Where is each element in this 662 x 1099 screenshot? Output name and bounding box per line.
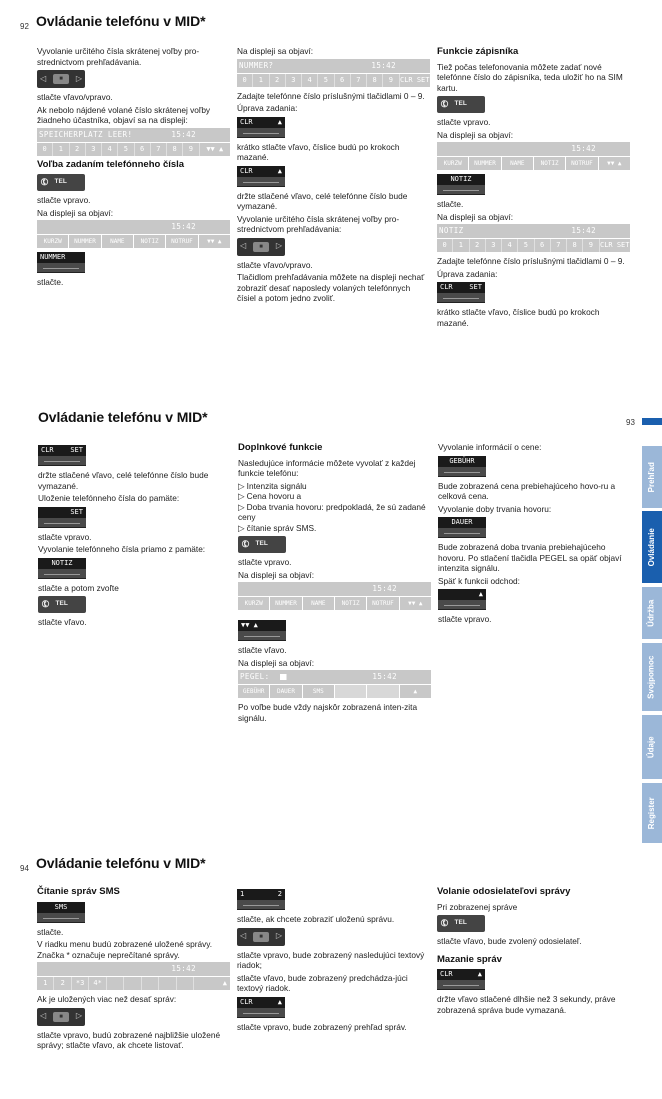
paragraph: Bude zobrazená cena prebiehajúceho hovo-ru a celková cena.: [438, 480, 616, 501]
section-heading: Funkcie zápisníka: [437, 46, 519, 57]
softkey-row: GEBÜHR DAUER SMS ▲: [238, 685, 431, 698]
rocker-center-icon: ■: [53, 1012, 69, 1022]
paragraph: krátko stlačte vľavo, číslice budú po krokoch mazané.: [437, 307, 600, 328]
paragraph: stlačte.: [437, 199, 464, 209]
section-heading: Mazanie správ: [437, 953, 502, 965]
column-1: [37, 886, 230, 1053]
paragraph: stlačte.: [37, 277, 64, 287]
page-title: Ovládanie telefónu v MID*: [36, 855, 206, 871]
phone-icon: ✆: [39, 598, 52, 611]
tel-button[interactable]: ✆ TEL: [437, 915, 485, 932]
tel-button[interactable]: ✆ TEL: [38, 596, 86, 613]
rocker-button[interactable]: ◁ ■ ▷: [37, 1008, 85, 1026]
page-number: 92: [20, 22, 29, 31]
paragraph: Úprava zadania:: [237, 103, 298, 113]
page-number: 94: [20, 864, 29, 873]
paragraph: Po voľbe bude vždy najskôr zobrazená inten-zita signálu.: [238, 702, 418, 723]
paragraph: Tiež počas telefonovania môžete zadať nové telefónne číslo do zápisníka, teda uložiť ho na SIM kartu.: [437, 61, 623, 93]
section-heading: Čítanie správ SMS: [37, 886, 120, 897]
paragraph: Ak je uložených viac než desať správ:: [37, 994, 177, 1004]
paragraph: stlačte vpravo.: [37, 195, 91, 205]
phone-icon: ✆: [38, 176, 51, 189]
page-title: Ovládanie telefónu v MID*: [38, 409, 208, 425]
paragraph: Na displeji sa objaví:: [37, 207, 114, 218]
signal-strength-icon: [280, 674, 302, 680]
paragraph: stlačte vľavo/vpravo.: [237, 259, 313, 270]
paragraph: Vyvolanie určitého čísla skrátenej voľby pro-strednictvom prehľadávania.: [37, 46, 200, 67]
notiz-key[interactable]: NOTIZ: [38, 558, 86, 579]
set-key[interactable]: SET: [38, 507, 86, 528]
page-93: [0, 400, 662, 850]
column-3: [437, 886, 630, 1017]
paragraph: držte stlačené vľavo, celé telefónne číslo bude vymazané.: [38, 470, 209, 491]
bullet-item: ▷ Intenzita signálu: [238, 480, 307, 491]
paragraph: Nasledujúce informácie môžete vyvolať z každej funkcie telefónu:: [238, 457, 416, 478]
phone-icon: ✆: [438, 917, 451, 930]
number-row: 0 1 2 3 4 5 6 7 8 9 ▼▼ ▲: [37, 143, 230, 156]
number-row: 1 2 *3 4* ▲: [37, 977, 230, 990]
paragraph: stlačte a potom zvoľte: [38, 582, 119, 593]
rocker-button[interactable]: ◁ ■ ▷: [37, 70, 85, 88]
clr-set-key[interactable]: CLR SET: [38, 445, 86, 466]
section-heading: Volanie odosielateľovi správy: [437, 886, 571, 897]
section-heading: Voľba zadaním telefónneho čísla: [37, 158, 185, 170]
dauer-key[interactable]: DAUER: [438, 517, 486, 538]
page-92: [0, 0, 662, 400]
page-title: Ovládanie telefónu v MID*: [36, 13, 206, 29]
paragraph: Vyvolanie telefónneho čísla priamo z pamäte:: [38, 544, 206, 554]
page-number: 93: [626, 418, 635, 427]
paragraph: stlačte vpravo, bude zobrazený prehľad správ.: [237, 1021, 407, 1032]
bullet-item: ▷ Doba trvania hovoru: predpokladá, že sú zadané ceny: [238, 501, 426, 522]
paragraph: Na displeji sa objaví:: [437, 211, 514, 222]
up-arrow-key[interactable]: ▲: [438, 589, 486, 610]
paragraph: stlačte vľavo, bude zobrazený predchádza-júci textový riadok.: [237, 972, 408, 993]
tel-button[interactable]: ✆ TEL: [37, 174, 85, 191]
paragraph: stlačte vľavo, bude zvolený odosielateľ.: [437, 936, 582, 946]
tab-ovladanie[interactable]: Ovládanie: [642, 511, 662, 583]
paragraph: držte stlačené vľavo, celé telefónne číslo bude vymazané.: [237, 190, 408, 211]
display-line: NOTIZ 15:42: [437, 224, 630, 238]
gebuhr-key[interactable]: GEBÜHR: [438, 456, 486, 477]
display-line: 15:42: [238, 582, 431, 596]
bullet-item: ▷ čítanie správ SMS.: [238, 522, 317, 533]
tab-svojpomoc[interactable]: Svojpomoc: [642, 643, 662, 711]
paragraph: stlačte, ak chcete zobraziť uloženú správu.: [237, 914, 395, 924]
display-line: 15:42: [437, 142, 630, 156]
section-heading: Doplnkové funkcie: [238, 442, 323, 453]
notiz-key[interactable]: NOTIZ: [437, 174, 485, 195]
paragraph: Na displeji sa objaví:: [237, 46, 314, 56]
display-line: 15:42: [37, 220, 230, 234]
clr-key[interactable]: CLR ▲: [237, 997, 285, 1018]
arrows-key[interactable]: ▼▼ ▲: [238, 620, 286, 641]
paragraph: Vyvolanie informácií o cene:: [438, 442, 542, 452]
phone-icon: ✆: [239, 538, 252, 551]
softkey-row: KURZW NUMMER NAME NOTIZ NOTRUF ▼▼ ▲: [437, 157, 630, 170]
column-1: [38, 442, 231, 630]
paragraph: krátko stlačte vľavo, číslice budú po krokoch mazané.: [237, 141, 400, 162]
softkey-row: KURZW NUMMER NAME NOTIZ NOTRUF ▼▼ ▲: [238, 597, 431, 610]
page-tab-marker: [642, 418, 662, 425]
paragraph: Uloženie telefónneho čísla do pamäte:: [38, 493, 180, 503]
display-line: 15:42: [37, 962, 230, 976]
paragraph: Ak nebolo nájdené volané číslo skrátenej voľby žiadneho účastníka, objaví sa na displeji:: [37, 104, 211, 125]
number-row: 0 1 2 3 4 5 6 7 8 9 CLR SET: [437, 239, 630, 252]
rocker-center-icon: ■: [253, 932, 269, 942]
paragraph: stlačte vľavo.: [238, 645, 287, 655]
paragraph: stlačte vpravo, bude zobrazený nasledujúci textový riadok;: [237, 949, 425, 970]
clr-set-key[interactable]: CLR SET: [437, 282, 485, 303]
sms-key[interactable]: SMS: [37, 902, 85, 923]
paragraph: Vyvolanie určitého čísla skrátenej voľby pro-strednictvom prehľadávania:: [237, 213, 400, 234]
tab-register[interactable]: Register: [642, 783, 662, 843]
paragraph: stlačte vpravo.: [437, 117, 491, 127]
paragraph: stlačte vpravo.: [438, 614, 492, 624]
bullet-item: ▷ Cena hovoru a: [238, 491, 302, 501]
softkey-row: KURZW NUMMER NAME NOTIZ NOTRUF ▼▼ ▲: [37, 235, 230, 248]
paragraph: Na displeji sa objaví:: [238, 657, 315, 668]
rocker-button[interactable]: ◁ ■ ▷: [237, 238, 285, 256]
tab-prehlad[interactable]: Prehľad: [642, 446, 662, 508]
message-key[interactable]: 1 2: [237, 889, 285, 910]
paragraph: Pri zobrazenej správe: [437, 901, 518, 912]
clr-key[interactable]: CLR ▲: [237, 117, 285, 138]
column-3: [438, 442, 631, 627]
nummer-key[interactable]: NUMMER: [37, 252, 85, 273]
paragraph: V riadku menu budú zobrazené uložené správy. Značka * označuje neprečítané správy.: [37, 939, 213, 960]
paragraph: stlačte vpravo.: [38, 531, 92, 542]
display-line: NUMMER? 15:42: [237, 59, 430, 73]
clr-key[interactable]: CLR ▲: [437, 969, 485, 990]
rocker-center-icon: ■: [53, 74, 69, 84]
paragraph: stlačte.: [37, 926, 64, 937]
paragraph: držte vľavo stlačené dlhšie než 3 sekundy, práve zobrazená správa bude vymazaná.: [437, 994, 616, 1015]
rocker-center-icon: ■: [253, 242, 269, 252]
column-2: [237, 46, 430, 306]
tel-button[interactable]: ✆ TEL: [437, 96, 485, 113]
paragraph: Na displeji sa objaví:: [238, 569, 315, 580]
paragraph: stlačte vľavo.: [38, 617, 87, 627]
display-line: SPEICHERPLATZ LEER! 15:42: [37, 128, 230, 142]
paragraph: stlačte vpravo.: [238, 557, 292, 567]
paragraph: Na displeji sa objaví:: [437, 129, 514, 140]
paragraph: Tlačidlom prehľadávania môžete na displeji nechať zobraziť desať naposledy volaných telefónnych čísiel a potom jedno zvoliť.: [237, 272, 425, 303]
paragraph: Späť k funkcii odchod:: [438, 575, 520, 586]
tab-udrzba[interactable]: Údržba: [642, 587, 662, 639]
column-3: [437, 46, 630, 330]
paragraph: stlačte vpravo, budú zobrazené najbližšie uložené správy; stlačte vľavo, ak chcete listovať.: [37, 1029, 221, 1050]
tel-button[interactable]: ✆ TEL: [238, 536, 286, 553]
column-2: [238, 442, 431, 725]
phone-icon: ✆: [438, 98, 451, 111]
clr-key[interactable]: CLR ▲: [237, 166, 285, 187]
paragraph: Zadajte telefónne číslo príslušnými tlačidlami 0 – 9.: [237, 90, 425, 101]
column-1: [37, 46, 230, 290]
paragraph: Bude zobrazená doba trvania prebiehajúceho hovoru. Po stlačení tlačidla PEGEL sa opäť objaví intenzita signálu.: [438, 542, 622, 573]
paragraph: Úprava zadania:: [437, 268, 498, 279]
paragraph: Vyvolanie doby trvania hovoru:: [438, 503, 552, 514]
tab-udaje[interactable]: Údaje: [642, 715, 662, 779]
page-94: [0, 850, 662, 1099]
paragraph: Zadajte telefónne číslo príslušnými tlačidlami 0 – 9.: [437, 256, 625, 266]
column-2: [237, 886, 430, 1034]
rocker-button[interactable]: ◁ ■ ▷: [237, 928, 285, 946]
display-line: PEGEL: 15:42: [238, 670, 431, 684]
paragraph: stlačte vľavo/vpravo.: [37, 92, 113, 102]
number-row: 0 1 2 3 4 5 6 7 8 9 CLR SET: [237, 74, 430, 87]
